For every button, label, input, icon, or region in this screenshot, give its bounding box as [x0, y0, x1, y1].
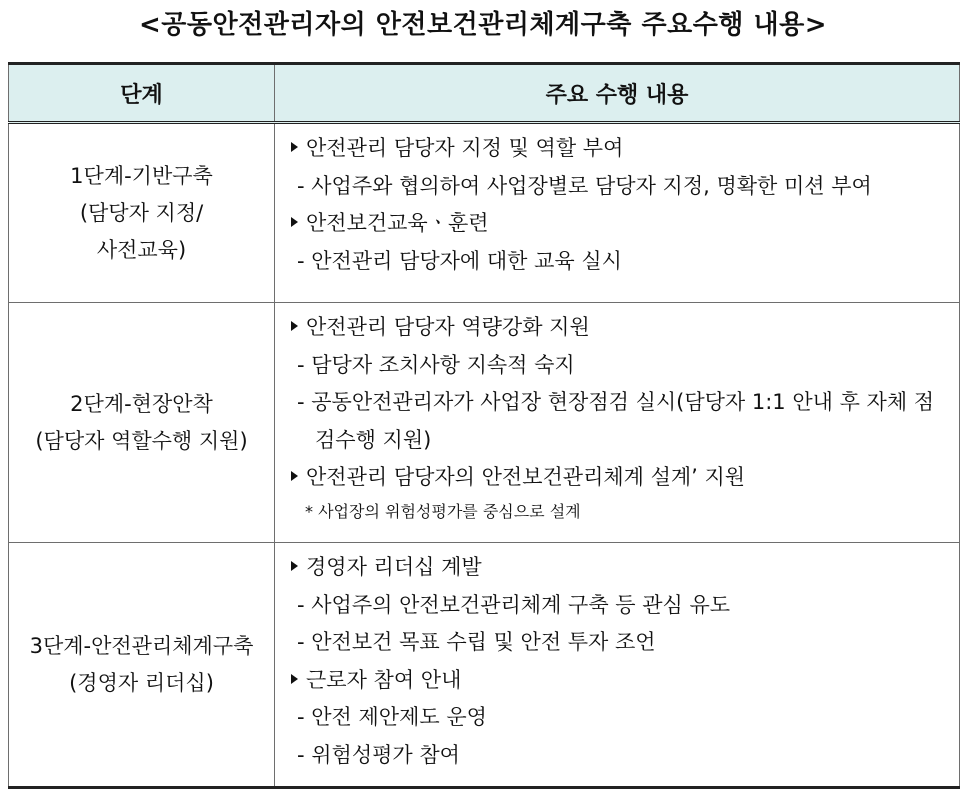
stage-subtitle: (경영자 리더십): [69, 670, 214, 695]
footnote: * 사업장의 위험성평가를 중심으로 설계: [305, 501, 581, 521]
content-cell: [275, 543, 960, 788]
stage-cell: [9, 543, 275, 788]
stage-cell: [9, 123, 275, 303]
stage-name: 2단계-현장안착: [70, 391, 213, 416]
triangle-bullet-icon: [291, 321, 298, 331]
triangle-bullet-icon: [291, 217, 298, 227]
stage-subtitle: (담당자 역할수행 지원): [35, 428, 248, 453]
table-row-stage-2: [9, 303, 960, 543]
stage-name: 1단계-기반구축: [70, 163, 213, 188]
activities-table: [8, 62, 960, 789]
triangle-bullet-icon: [291, 142, 298, 152]
list-item: - 공동안전관리자가 사업장 현장점검 실시(담당자 1:1 안내 후 자체 점검수행 지원): [297, 390, 935, 452]
list-item: 안전관리 담당자 역량강화 지원: [291, 309, 953, 347]
stage-subtitle: 사전교육): [96, 237, 187, 262]
triangle-bullet-icon: [291, 674, 298, 684]
list-item: - 안전보건 목표 수립 및 안전 투자 조언: [297, 630, 656, 654]
table-row-stage-1: [9, 123, 960, 303]
list-item: 안전보건교육ㆍ훈련: [291, 205, 953, 243]
list-item: 안전관리 담당자 지정 및 역할 부여: [291, 130, 953, 168]
list-item: - 안전 제안제도 운영: [297, 705, 487, 729]
list-item: - 사업주와 협의하여 사업장별로 담당자 지정, 명확한 미션 부여: [297, 173, 872, 198]
stage-subtitle: (담당자 지정/: [79, 200, 204, 225]
stage-name: 3단계-안전관리체계구축: [29, 633, 254, 658]
triangle-bullet-icon: [291, 471, 298, 481]
list-item: - 안전관리 담당자에 대한 교육 실시: [297, 248, 622, 273]
stage-cell: [9, 303, 275, 543]
triangle-bullet-icon: [291, 561, 298, 571]
table-header-row: [9, 64, 960, 123]
list-item: 안전관리 담당자의 안전보건관리체계 설계’ 지원: [291, 459, 953, 497]
list-item: - 담당자 조치사항 지속적 숙지: [297, 352, 575, 377]
header-content: 주요 수행 내용: [275, 64, 960, 123]
header-stage: 단계: [9, 64, 275, 123]
list-item: - 위험성평가 참여: [297, 742, 460, 767]
content-cell: [275, 123, 960, 303]
list-item: 경영자 리더십 계발: [291, 549, 953, 587]
table-row-stage-3: [9, 543, 960, 788]
list-item: - 사업주의 안전보건관리체계 구축 등 관심 유도: [297, 592, 731, 617]
content-cell: [275, 303, 960, 543]
list-item: 근로자 참여 안내: [291, 662, 953, 700]
page-title: <공동안전관리자의 안전보건관리체계구축 주요수행 내용>: [138, 10, 827, 40]
